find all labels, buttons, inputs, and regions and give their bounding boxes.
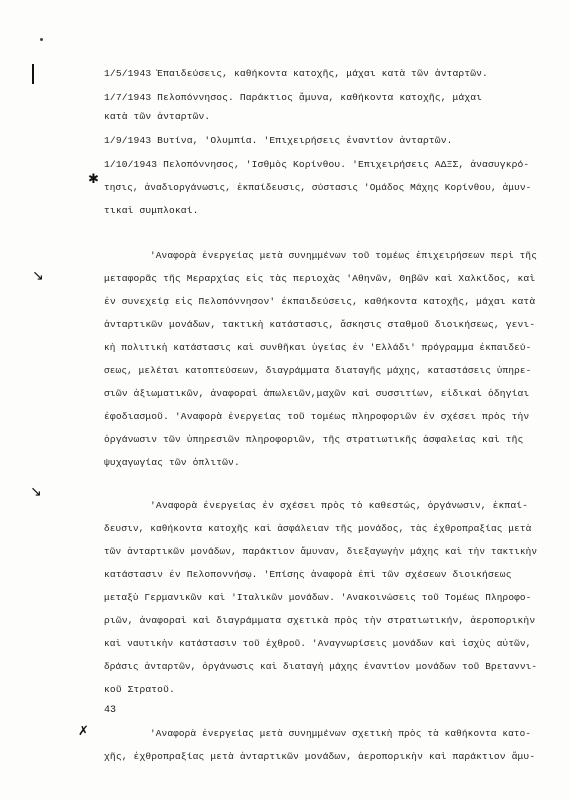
paragraph-line: τῶν ἀνταρτικῶν μονάδων, παράκτιον ἄμυναν, διεξαγωγὴν μάχης καὶ τὴν τακτικὴν [104, 546, 538, 557]
paragraph-line: χῆς, ἐχθροπραξίας μετὰ ἀνταρτικῶν μονάδων, ἀεροπορικὴν καὶ παράκτιον ἄμυ- [104, 751, 536, 762]
paragraph-line: ἐφοδιασμοῦ. 'Αναφορὰ ἐνεργείας τοῦ τομέως πληροφοριῶν ἐν σχέσει πρὸς τὴν [104, 411, 530, 422]
margin-star-mark: ✱ [88, 172, 99, 187]
paragraph-line: δευσιν, καθήκοντα κατοχῆς καὶ ἀσφάλειαν τῆς μονάδος, τὰς ἐχθροπραξίας μετὰ [104, 523, 532, 534]
paragraph-line: δράσις ἀνταρτῶν, ὀργάνωσις καὶ διαταγὴ μάχης ἐναντίον μονάδων τοῦ Βρεταννι- [104, 661, 538, 672]
entry-line: 1/5/1943 Ἐπαιδεύσεις, καθήκοντα κατοχῆς, μάχαι κατὰ τῶν ἀνταρτῶν. [104, 68, 488, 79]
paragraph-line: σιῶν ἀξιωματικῶν, ἀναφοραὶ ἀπωλειῶν,μαχῶν καὶ συσσιτίων, εἰδικαὶ ὁδηγίαι [104, 388, 530, 399]
hole-punch-mark-2: ↘ [30, 484, 42, 500]
entry-line: 1/7/1943 Πελοπόννησος. Παράκτιος ἄμυνα, καθήκοντα κατοχῆς, μάχαι [104, 92, 483, 103]
entry-line: κατὰ τῶν ἀνταρτῶν. [104, 111, 211, 122]
entry-line: 1/9/1943 Βυτίνα, 'Ολυμπία. 'Επιχειρήσεις ἐναντίον ἀνταρτῶν. [104, 135, 453, 146]
paragraph-line: σεως, μελέται κατοπτεύσεων, διαγράμματα διαταγῆς μάχης, καταστάσεις ὑπηρε- [104, 365, 532, 376]
paragraph-line: καὶ ναυτικὴν κατάστασιν τοῦ ἐχθροῦ. 'Αναγνωρίσεις μονάδων καὶ ἰσχὺς αὐτῶν, [104, 638, 532, 649]
paragraph-line: ψυχαγωγίας τῶν ὁπλιτῶν. [104, 457, 240, 468]
entry-line: 1/10/1943 Πελοπόννησος, 'Ισθμὸς Κορίνθου. 'Επιχειρήσεις ΑΔΞΣ, ἀνασυγκρό- [104, 159, 530, 170]
entry-line: τικαὶ συμπλοκαί. [104, 205, 199, 216]
margin-checkmark: ✗ [78, 724, 89, 739]
entry-line: τησις, ἀναδιοργάνωσις, ἐκπαίδευσις, σύστασις 'Ομάδος Μάχης Κορίνθου, ἀμυν- [104, 182, 532, 193]
margin-vertical-mark [32, 64, 34, 84]
margin-dot [40, 38, 43, 41]
paragraph-line: μεταφορᾶς τῆς Μεραρχίας εἰς τὰς περιοχὰς 'Αθηνῶν, Θηβῶν καὶ Χαλκίδος, καὶ [104, 273, 536, 284]
paragraph-line: 'Αναφορὰ ἐνεργείας ἐν σχέσει πρὸς τὸ καθεστώς, ὀργάνωσιν, ἐκπαί- [150, 500, 529, 511]
paragraph-line: ἐν συνεχείᾳ εἰς Πελοπόννησον' ἐκπαιδεύσεις, καθήκοντα κατοχῆς, μάχαι κατὰ [104, 296, 536, 307]
paragraph-line: κὴ πολιτικὴ κατάστασις καὶ συνθῆκαι ὑγείας ἐν 'Ελλάδι' πρόγραμμα ἐκπαιδεύ- [104, 342, 532, 353]
paragraph-line: μεταξὺ Γερμανικῶν καὶ 'Ιταλικῶν μονάδων. 'Ανακοινώσεις τοῦ Τομέως Πληροφο- [104, 592, 532, 603]
paragraph-line: 'Αναφορὰ ἐνεργείας μετὰ συνημμένων τοῦ τομέως ἐπιχειρήσεων περὶ τῆς [150, 250, 537, 261]
paragraph-line: 'Αναφορὰ ἐνεργείας μετὰ συνημμένων σχετικὴ πρὸς τὰ καθήκοντα κατο- [150, 728, 532, 739]
page-number: 43 [104, 705, 117, 716]
paragraph-line: ριῶν, ἀναφοραὶ καὶ διαγράμματα σχετικὰ πρὸς τὴν στρατιωτικήν, ἀεροπορικὴν [104, 615, 536, 626]
paragraph-line: κατάστασιν ἐν Πελοποννήσῳ. 'Επίσης ἀναφορὰ ἐπὶ τῶν σχέσεων διοικήσεως [104, 569, 512, 580]
paragraph-line: κοῦ Στρατοῦ. [104, 684, 175, 695]
paragraph-line: ἀνταρτικῶν μονάδων, τακτικὴ κατάστασις, ἄσκησις σταθμοῦ διοικήσεως, γενι- [104, 319, 536, 330]
paragraph-line: ὀργάνωσιν τῶν ὑπηρεσιῶν πληροφοριῶν, τῆς στρατιωτικῆς ἀσφαλείας καὶ τῆς [104, 434, 524, 445]
hole-punch-mark-1: ↘ [32, 268, 44, 284]
